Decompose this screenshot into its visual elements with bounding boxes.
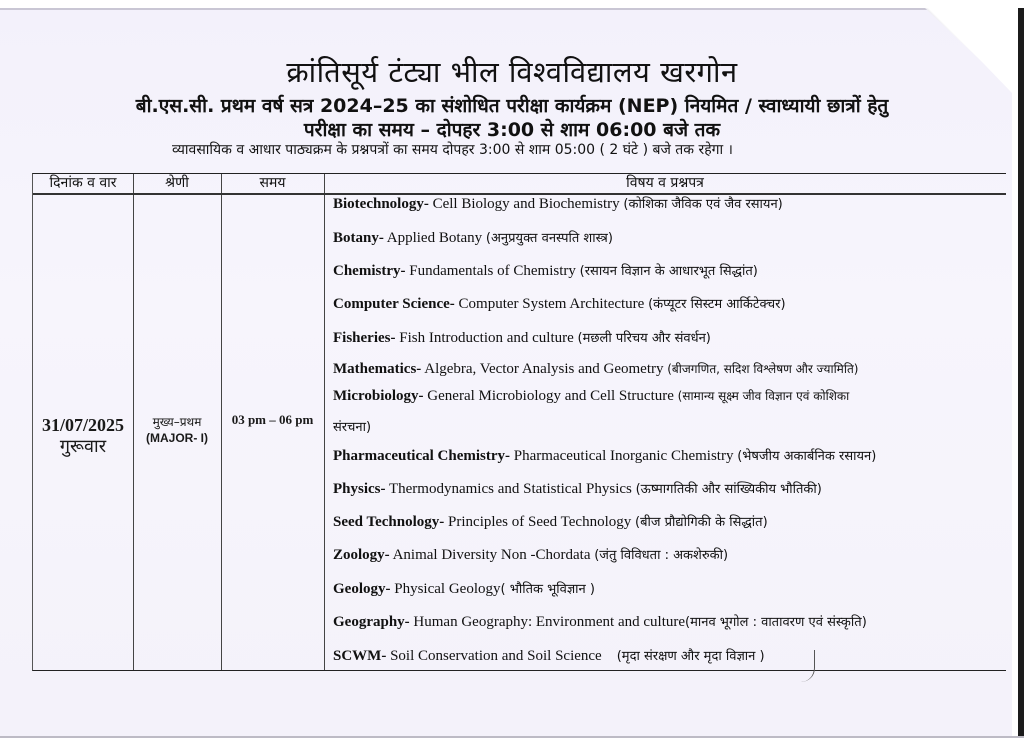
- exam-time: परीक्षा का समय – दोपहर 3:00 से शाम 06:00 बजे तक: [303, 119, 721, 141]
- exam-day: गुरूवार: [59, 436, 107, 457]
- category-cell: [133, 414, 221, 446]
- exam-date: 31/07/2025: [41, 415, 124, 435]
- category-label: मुख्य–प्रथम: [152, 415, 202, 429]
- scan-bottom-edge: [0, 736, 1024, 738]
- column-header-category: श्रेणी: [165, 175, 189, 191]
- subject-item: Pharmaceutical Chemistry- Pharmaceutical Inorganic Chemistry (भेषजीय अकार्बनिक रसायन): [333, 448, 877, 464]
- subject-item: Biotechnology- Cell Biology and Biochemistry (कोशिका जैविक एवं जैव रसायन): [333, 196, 783, 212]
- subject-item-continued: संरचना): [333, 420, 372, 435]
- column-header-date: दिनांक व वार: [49, 175, 117, 191]
- schedule-title: बी.एस.सी. प्रथम वर्ष सत्र 2024–25 का संशोधित परीक्षा कार्यक्रम (NEP) नियमित / स्वाध्यायी छात्रों हेतु: [135, 95, 889, 117]
- subject-item: Botany- Applied Botany (अनुप्रयुक्त वनस्पति शास्त्र): [333, 230, 613, 246]
- subject-item: Chemistry- Fundamentals of Chemistry (रसायन विज्ञान के आधारभूत सिद्धांत): [333, 263, 758, 279]
- vocational-note: व्यावसायिक व आधार पाठ्यक्रम के प्रश्नपत्रों का समय दोपहर 3:00 से शाम 05:00 ( 2 घंटे ) बजे तक रहेगा ।: [172, 142, 733, 158]
- column-header-time: समय: [259, 175, 286, 191]
- column-divider: [324, 174, 325, 670]
- subject-item: Geology- Physical Geology( भौतिक भूविज्ञान ): [333, 581, 595, 597]
- exam-date-cell: [33, 414, 133, 458]
- column-header-subjects: विषय व प्रश्नपत्र: [626, 175, 704, 191]
- subject-item: Seed Technology- Principles of Seed Technology (बीज प्रौद्योगिकी के सिद्धांत): [333, 514, 768, 530]
- exam-time-cell: 03 pm – 06 pm: [231, 412, 314, 427]
- exam-schedule-table: [32, 173, 1006, 671]
- subject-item: Zoology- Animal Diversity Non -Chordata (जंतु विविधता : अकशेरुकी): [333, 547, 729, 563]
- subject-item: SCWM- Soil Conservation and Soil Science (मृदा संरक्षण और मृदा विज्ञान ): [333, 648, 765, 664]
- subject-item: Fisheries- Fish Introduction and culture (मछली परिचय और संवर्धन): [333, 330, 711, 346]
- subject-item: Physics- Thermodynamics and Statistical Physics (ऊष्मागतिकी और सांख्यिकीय भौतिकी): [333, 481, 822, 497]
- subject-item: Mathematics- Algebra, Vector Analysis and Geometry (बीजगणित, सदिश विश्लेषण और ज्यामिति): [333, 361, 859, 377]
- category-code: (MAJOR- I): [146, 431, 208, 445]
- subject-item: Geography- Human Geography: Environment and culture(मानव भूगोल : वातावरण एवं संस्कृति): [333, 614, 867, 630]
- university-title: क्रांतिसूर्य टंट्या भील विश्वविद्यालय खरगोन: [286, 55, 738, 89]
- subject-item: Computer Science- Computer System Architecture (कंप्यूटर सिस्टम आर्किटेक्चर): [333, 296, 786, 312]
- subject-item: Microbiology- General Microbiology and Cell Structure (सामान्य सूक्ष्म जीव विज्ञान एवं कोशिका: [333, 388, 850, 404]
